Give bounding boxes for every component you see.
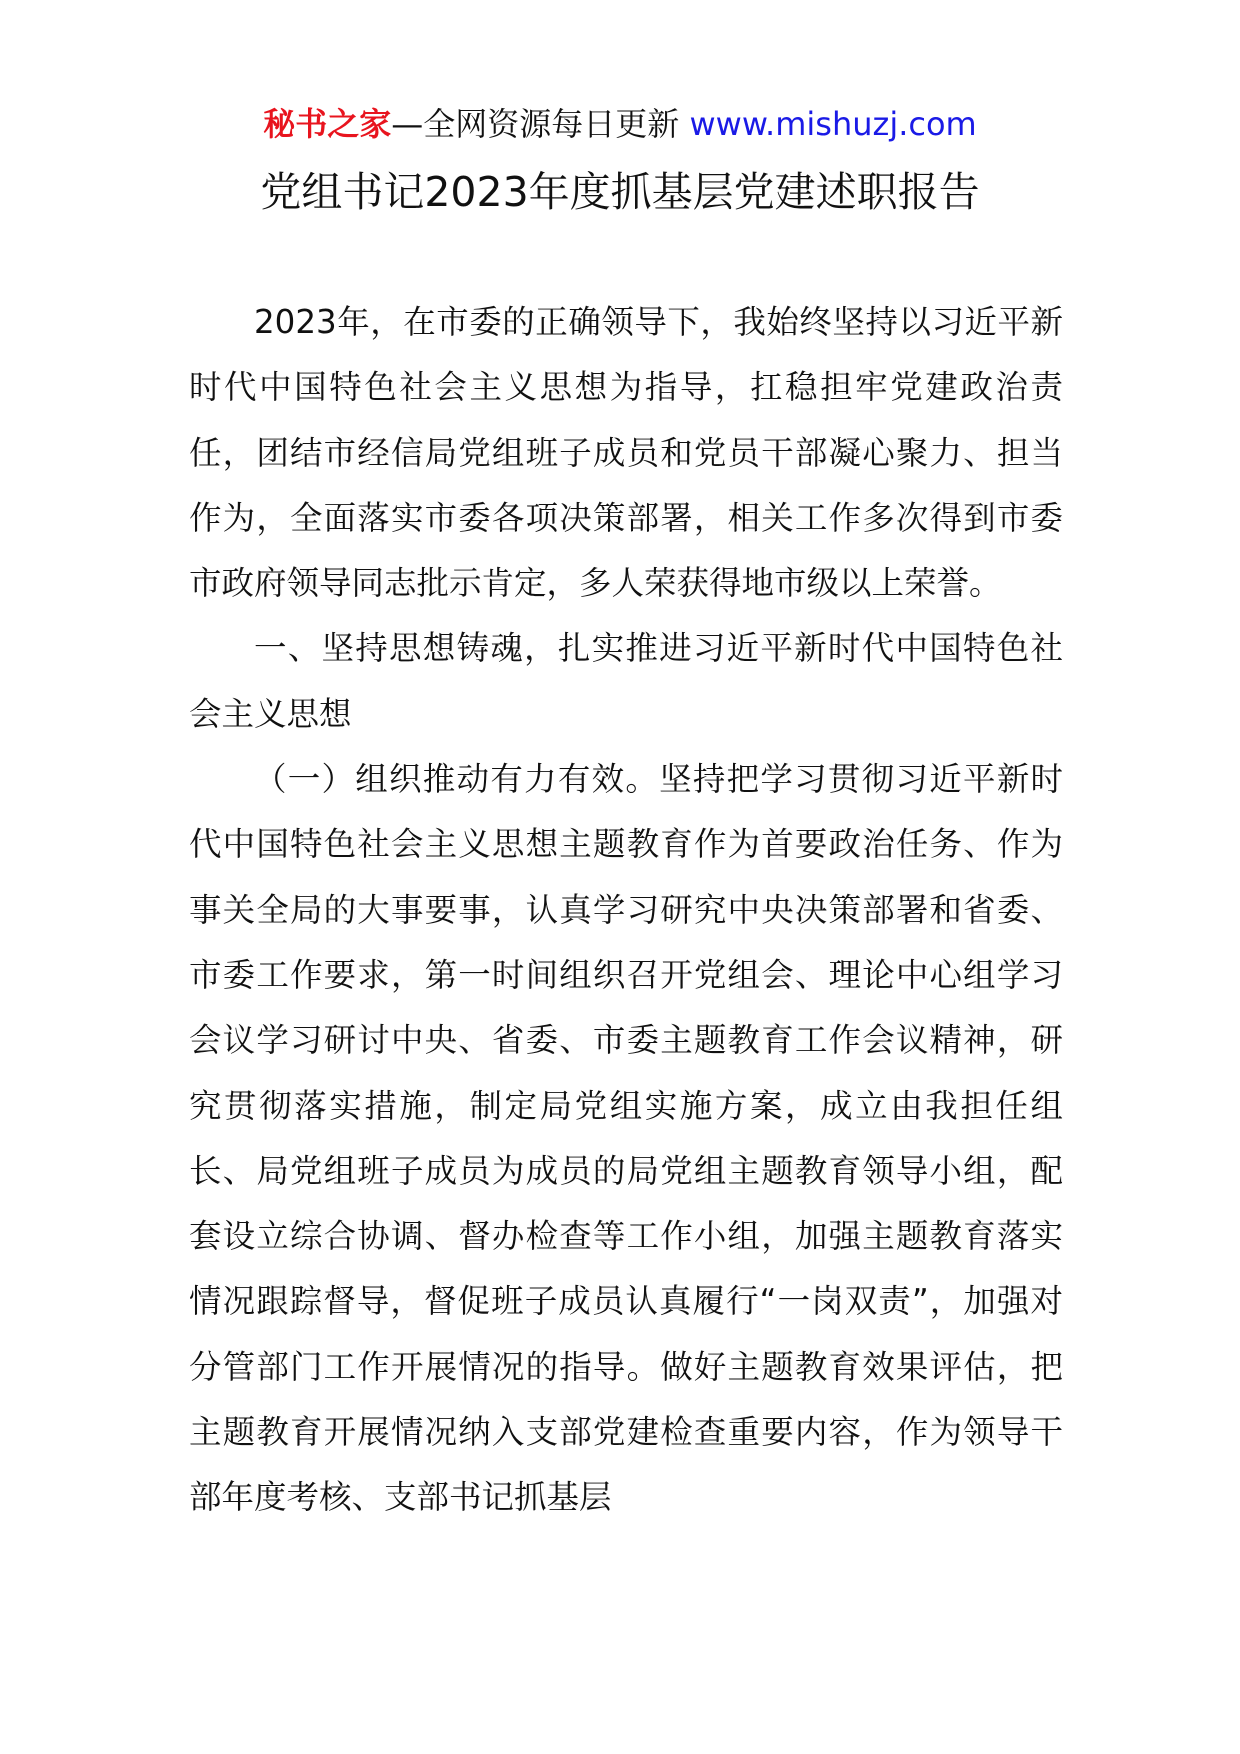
site-header [0,100,1240,148]
document-title: 党组书记2023年度抓基层党建述职报告 [260,168,980,216]
section-heading-1: 一、坚持思想铸魂，扎实推进习近平新时代中国特色社会主义思想 [189,629,1063,733]
brand-name: 秘书之家 [263,105,392,143]
subsection-paragraph-1: （一）组织推动有力有效。坚持把学习贯彻习近平新时代中国特色社会主义思想主题教育作为首要政治任务、作为事关全局的大事要事，认真学习研究中央决策部署和省委、市委工作要求，第一时间组织召开党组会、理论中心组学习会议学习研讨中央、省委、市委主题教育工作会议精神，研究贯彻落实措施，制定局党组实施方案，成立由我担任组长、局党组班子成员为成员的局党组主题教育领导小组，配套设立综合协调、督办检查等工作小组，加强主题教育落实情况跟踪督导，督促班子成员认真履行“一岗双责”，加强对分管部门工作开展情况的指导。做好主题教育效果评估，把主题教育开展情况纳入支部党建检查重要内容，作为领导干部年度考核、支部书记抓基层 [189,760,1063,1517]
site-url-link[interactable]: www.mishuzj.com [689,105,977,143]
header-tagline: —全网资源每日更新 [391,105,680,143]
intro-paragraph: 2023年，在市委的正确领导下，我始终坚持以习近平新时代中国特色社会主义思想为指导，扛稳担牢党建政治责任，团结市经信局党组班子成员和党员干部凝心聚力、担当作为，全面落实市委各项决策部署，相关工作多次得到市委市政府领导同志批示肯定，多人荣获得地市级以上荣誉。 [189,303,1063,603]
document-body [189,290,1063,1531]
